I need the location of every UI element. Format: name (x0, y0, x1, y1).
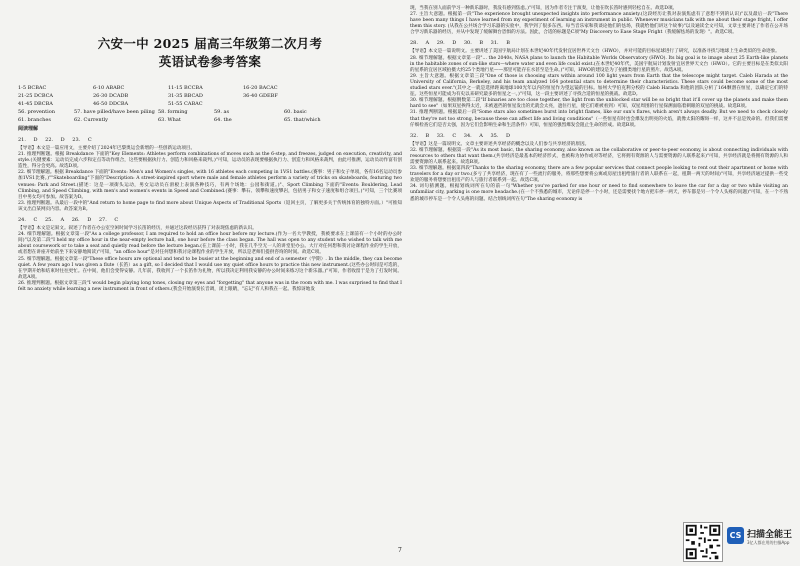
explanation-paragraph: 32. 细节理解题。根据第一段"As its most basic, the sharing economy, also known as the collaborative or peer-to-peer economy, is about connecting individuals with resources to others that want them.(共享经济是最基本的经济形式，也被称为协作或对等经济，它将拥有资源的人与需要资源的人联系起来)"可知，共享经济就是将拥有资源的人和需要资源的人联系起来。故选B项。 (410, 147, 788, 165)
left-column (18, 6, 402, 293)
answer-range: 36-40 GDEBF (243, 93, 278, 99)
explanation-paragraph: 22. 细节理解题。根据 Breakdance 下面的"Events: Men's and Women's singles, with 16 athletes each competing in 1VS1 battles.(赛事：男子和女子单项，各有16名运动员参加1VS1比赛。)""Skateboarding"下面的"Description: A street-inspired sport where male and female athletes perform a variety of tricks on skateboards, featuring two venues: Park and Street.(描述：这是一项街头运动，男女运动员在滑板上表演各种技巧，有两个场地：公园和街道。)"、Sport Climbing 下面的"Events: Bouldering, Lead Climbing, and Speed Climbing, with men's and women's events in Speed and Combined.(赛事：攀石、领攀和速度攀岩，包括男子和女子速度和组合项目。)"可知，三个比赛项目中男女均可参加。故答案为D。 (18, 170, 402, 200)
fill-answer: 64. the (214, 117, 232, 123)
fill-answer-grid (18, 108, 402, 124)
explanation-paragraph: 【导语】本文是一篇说明文。主要讲述了美国宇航局计划在本世纪40年代发射宜居世界天文台（HWO），并对可能的目标星球进行了研究，以准备寻找与地球上生命类似的生命迹象。 (410, 49, 780, 55)
answer-range: 46-50 DDCBA (93, 101, 129, 107)
camscanner-logo-icon: CS (727, 527, 744, 544)
explanation-paragraph: 28. 细节理解题。根据文章第一段"... the 2040s, NASA plans to launch the Habitable Worlds Observatory (HWO). Its big goal is to image about 25 Earth-like planets in the habitable zones of sun-like stars—where water and even life could exist.(在本世纪40年代，美国宇航局计划发射宜居世界天文台（HWO）。它的主要目标是在类似太阳的星系的宜居区域拍摄大约25个类地行星——那里可能存在水甚至是生命。)"可知，HWO的建设是为了拍摄类地行星的照片。故选A项。 (410, 55, 788, 73)
answer-range: 16-20 BACAC (243, 85, 278, 91)
explanation-paragraph: 27. 主旨大意题。根据第一段"The experience brought unexpected insights into performance anxiety.(这段经历让我对表演焦虑有了意想不到的认识)"以及最后一段"There have been many things I have learned from my experiment of learning an instrument in public. Whenever musicians talk with me about their stage fright, I offer them this story. (从我在公共场合学习乐器的实验中，我学到了很多东西。每当音乐家和我谈论他们的怯场，我就给他们讲这个故事)"以及通读全文可知，文章主要讲述了作者在公开场合学习新乐器的经历，并从中发现了缓解舞台恐惧的方法。因此，合适的标题是C项"My Discovery to Ease Stage Fright（我缓解怯场的发现）"。故选C项。 (410, 12, 788, 36)
explanation-paragraph: 33. 细节理解题。根据第四段"Thanks to the sharing economy, there are a few popular services that connect people looking to rent out their apartment or home with travelers for a day or two.(多亏了共享经济，现在有了一些流行的服务，将那些想要将公寓或房屋出租给旅行者的人联系在一起，租期一两天的时间)"可知，共享经济通过提供一些受欢迎的服务将想要出租房产的人与旅行者联系到一起。故选C项。 (410, 166, 788, 184)
fill-answer: 58. forming (158, 109, 188, 115)
explanation-paragraph: 29. 主旨大意题。根据文章第三段"One of those is choosing stars within around 100 light years from Earth that the telescope might target. Caleb Harada at the University of California, Berkeley, and his team analyzed 164 potential stars to determine their characteristics. These stars could become some of the most studied stars ever."(其中之一就是选择距离地球100光年以内的恒星作为望远镜的目标。加州大学伯克利分校的 Caleb Harada 和他的团队分析了164颗潜在恒星，以确定它们的特征。这些恒星可能成为有史以来研究最多的恒星之一。)"可知，这一段主要讲述了寻找合适的恒星的挑战。故选D。 (410, 73, 788, 98)
fill-answer: 60. basic (284, 109, 307, 115)
answer-range: 6-10 ABABC (93, 85, 125, 91)
mcq-answer-grid (18, 84, 318, 108)
answer-range: 41-45 DBCBA (18, 101, 53, 107)
section-heading: 阅读理解 (18, 126, 39, 132)
answer-line: 32. B 33. C 34. A 35. D (410, 132, 511, 139)
page-subtitle: 英语试卷参考答案 (158, 54, 262, 69)
explanation-paragraph: 31. 推理判断题。根据最后一段"Some stars also sometimes burst into bright flames, like our sun's flares, which aren't always deadly. But we need to check closely that they're not too strong, because these can affect life and living conditions"（一些恒星有时也会爆发出明亮的火焰，就像太阳的耀斑一样，这并不总是致命的。但我们需要仔细检查它们是否太强，因为它们会影响生命和生活条件）可知，恒星的强烈爆发会阻止生命的形成。故选B项。 (410, 110, 788, 128)
fill-answer: 57. have pilled/have been piling (74, 109, 155, 115)
explanation-paragraph: 现，当我在别人面前学习一种新乐器时，我没有感到焦虑。)"可知，因为作者专注于演奏，让他在吹长笛时感到轻松自在。故选D项。 (410, 6, 678, 11)
scanner-tagline: 3亿人都在用的扫描App (747, 540, 790, 545)
explanation-paragraph: 23. 推理判断题。从最后一段中的"And return to home page to find more about Unique Aspects of Traditional Sports（返回主页，了解更多关于传统体育的独特方面。）"可推知该文出自某网页内容。故答案为B。 (18, 200, 402, 212)
fill-answer: 61. branches (18, 117, 51, 123)
explanation-paragraph: 34. 词句猜测题。根据划线词所在句的前一句"Whether you've parked for one hour or need to find somewhere to leave the car for a day or two while visiting an unfamiliar city, parking is one more headache.(在一个不熟悉的城市，无论你是停一个小时，还是需要找个地方把车停一两天，停车都是另一个令人头疼的问题)"可知，在一个不熟悉的城市停车是一个令人头疼的问题。结合划线词所在句"The sharing economy is (410, 184, 788, 202)
explanation-paragraph: 【导语】这是一篇说明文。文章主要讲述共享经济的概念以及人们参与共享经济的原因。 (410, 141, 590, 147)
fill-answer: 59. as (214, 109, 230, 115)
qr-code-icon (683, 522, 723, 562)
answer-range: 26-30 DCADB (93, 93, 129, 99)
page-number: 7 (398, 547, 402, 554)
fill-answer: 63. What (158, 117, 181, 123)
answer-range: 11-15 BCCBA (168, 85, 203, 91)
explanation-paragraph: 30. 细节理解题。根据倒数第二段"If binaries are too close together, the light from the unblocked star will be so bright that it'll cover up the planets and make them hard to see"（如果双星挨得太近，未被遮挡的恒星发出的光就会太亮，遮住行星，使它们难被看到）可知，双星周围的行星探测面临着刺眼的双星的挑战。故选B项。 (410, 98, 788, 110)
fill-answer: 62. Currently (74, 117, 108, 123)
explanation-paragraph: 25. 细节理解题。根据文章第一段"These office hours are optional and tend to be busier at the beginning and end of a semester（学期）. In the middle, they can become quiet. A few years ago I was given a flute（长笛）as a gift, so I decided that I would use my quiet office hours to practice this new instrument.(这些办公时间是可选的，在学期开始和结束时往往更忙。在中间，他们会变得安静。几年前，我收到了一个长笛作为礼物，所以我决定利用我安静的办公时间来练习这个新乐器。)"可知，作者收留于是为了打发时间。故选A项。 (18, 256, 402, 280)
explanation-paragraph: 24. 细节理解题。根据文章第一段"As a college professor, I am required to hold an office hour before my lecture.(作为一名大学教授，我被要求在上课前有一个小时的办公时间)"以及第二段"I held my office hour in the near-empty lecture hall, one hour before the class began. The hall was open to any student who wished to talk with me about coursework or to take a seat and quietly read before the lecture began.(在上课前一小时，我在几乎空无一人的讲堂里办公。大厅对任何想和我讨论课程作业的学生开放，或者想在讲座开始前坐下来安静地阅读)"可知，"an office hour"是对任何想和我讨论课程作业的学生开放，所以是老师们提供咨询的时间。故选C项。 (18, 232, 402, 256)
answer-range: 21-25 DCBCA (18, 93, 54, 99)
explanation-paragraph: 【导语】本文是记叙文。叙述了作者在办公室空闲时间学习长笛的经历，并通过这段经历获得了对表现焦虑的新认识。 (18, 226, 257, 232)
answer-line: 24. C 25. A 26. D 27. C (18, 217, 119, 224)
fill-answer: 65. that/which (284, 117, 321, 123)
answer-range: 51-55 CABAC (168, 101, 203, 107)
explanation-paragraph: 26. 推理判断题。根据文章第三段"I would begin playing long tones, closing my eyes and "forgetting" that anyone was in the room with me. I was surprised to find that I felt no anxiety while learning a new instrument in front of others.(我会开始演奏长音调，闭上眼睛，"忘记"有人和我在一起。我惊讶地发 (18, 280, 402, 292)
scanner-app-name: 扫描全能王 (747, 530, 793, 540)
explanation-paragraph: 【导语】本文是一篇应用文，主要介绍了2024年巴黎奥运会新增的一些创新运动项目。 (18, 146, 196, 151)
answer-range: 31-35 BBCAD (168, 93, 203, 99)
scanner-watermark (727, 524, 800, 556)
explanation-paragraph: 21. 推理判断题。根据 Breakdance 下面的"Key Elements: Athletes perform combinations of moves such as the 6-step, and freezes, judged on execution, creativity, and style.(关键要素：运动员完成六步和定点等动作组合，这些要根据执行力、创造力和风格来裁判。)"可知，运动员的表现要根据执行力、创造力和风格来裁判，由此可推测，运动员动作富有创造性，得分会更高。故选D项。 (18, 152, 402, 170)
qr-code-graphic (684, 523, 722, 561)
answer-line: 21. D 22. D 23. C (18, 137, 92, 143)
answer-line: 28. A 29. D 30. B 31. B (410, 40, 510, 47)
answer-range: 1-5 BCBAC (18, 85, 47, 91)
fill-answer: 56. prevention (18, 109, 55, 115)
right-column (410, 6, 788, 203)
page-title: 六安一中 2025 届高三年级第二次月考 (97, 36, 323, 51)
